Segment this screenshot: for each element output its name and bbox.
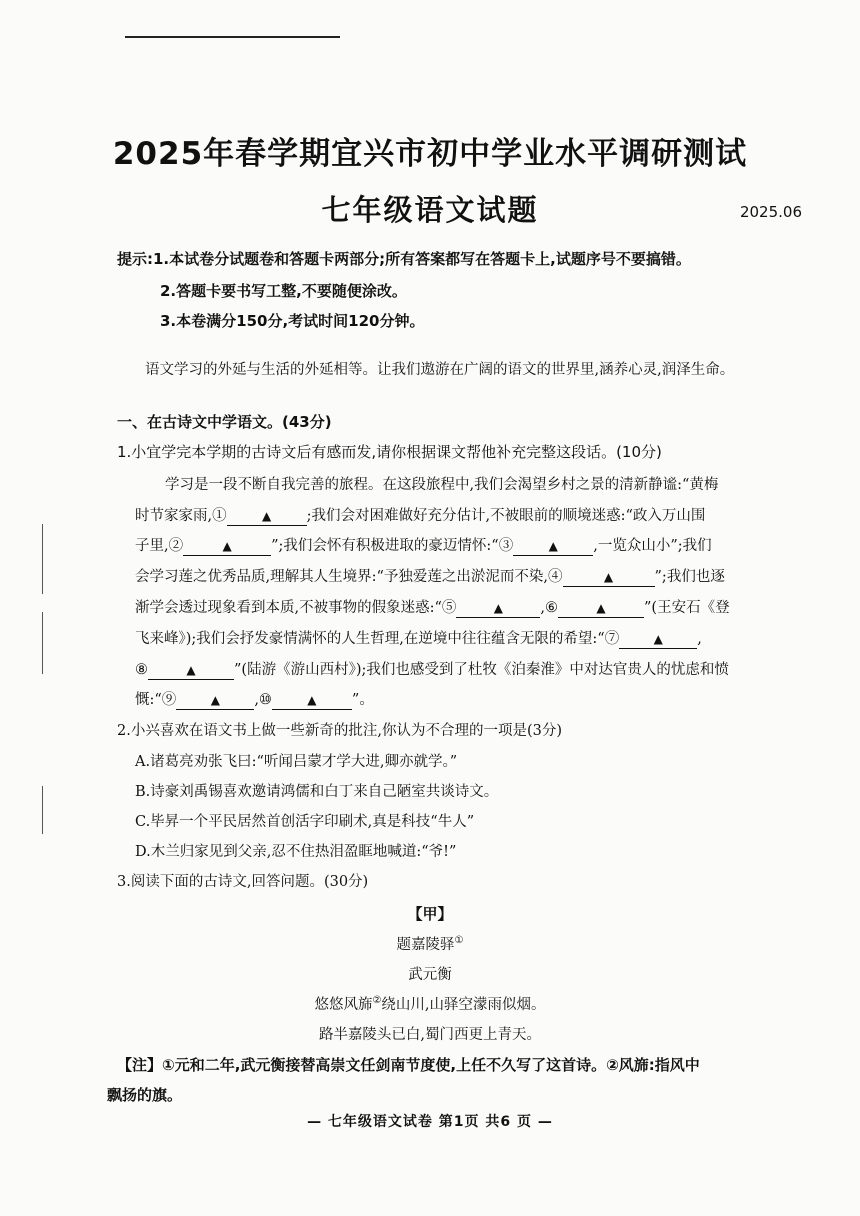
top-rule: [125, 36, 340, 38]
footnote-mark: ②: [372, 995, 382, 1007]
page-footer: — 七年级语文试卷 第1页 共6 页 —: [307, 1114, 553, 1130]
passage-text: 渐学会透过现象看到本质,不被事物的假象迷惑:“⑤: [135, 600, 457, 616]
margin-mark: [42, 524, 43, 594]
passage-text: ,⑥: [540, 600, 559, 616]
answer-blank: ▲: [558, 600, 644, 618]
page-subtitle: 七年级语文试题: [321, 193, 539, 227]
passage-text: 时节家家雨,①: [135, 508, 227, 524]
passage-text: ,: [697, 631, 702, 647]
option-item: C.毕昇一个平民居然首创活字印刷术,真是科技“牛人”: [135, 814, 475, 830]
page-title: 2025年春学期宜兴市初中学业水平调研测试: [112, 136, 748, 172]
tip-line: 2.答题卡要书写工整,不要随便涂改。: [160, 282, 407, 300]
answer-blank: ▲: [272, 692, 352, 710]
footnote-mark: ①: [454, 935, 464, 947]
answer-blank: ▲: [513, 538, 593, 556]
answer-blank: ▲: [227, 508, 307, 526]
margin-mark: [42, 786, 43, 834]
margin-mark: [42, 612, 43, 674]
section-title: 一、在古诗文中学语文。(43分): [117, 413, 332, 431]
answer-blank: ▲: [148, 662, 234, 680]
answer-blank: ▲: [563, 569, 655, 587]
poem-line: 路半嘉陵头已白,蜀门西更上青天。: [318, 1027, 542, 1043]
passage-text: ”(陆游《游山西村》);我们也感受到了杜牧《泊秦淮》中对达官贵人的忧虑和愤: [234, 662, 729, 678]
passage-line: [135, 534, 712, 556]
passage-text: 子里,②: [135, 538, 184, 554]
passage-line: [135, 688, 374, 710]
question-stem: 3.阅读下面的古诗文,回答问题。(30分): [117, 874, 369, 890]
exam-date: 2025.06: [739, 203, 802, 221]
note-line: 【注】①元和二年,武元衡接替高崇文任剑南节度使,上任不久写了这首诗。②风旆:指风中: [117, 1056, 700, 1074]
passage-line: [135, 596, 730, 618]
option-item: B.诗豪刘禹锡喜欢邀请鸿儒和白丁来自己陋室共谈诗文。: [135, 784, 499, 800]
poem-text: 悠悠风旆: [314, 997, 373, 1013]
poem-text: 绕山川,山驿空濛雨似烟。: [381, 997, 546, 1013]
option-item: D.木兰归家见到父亲,忍不住热泪盈眶地喊道:“爷!”: [135, 844, 457, 860]
answer-blank: ▲: [183, 538, 271, 556]
passage-line: [135, 627, 702, 649]
passage-text: ,⑩: [254, 692, 272, 708]
passage-line: [135, 565, 725, 587]
passage-text: ”(王安石《登: [644, 600, 730, 616]
intro-text: 语文学习的外延与生活的外延相等。让我们遨游在广阔的语文的世界里,涵养心灵,润泽生命。: [145, 362, 735, 378]
answer-blank: ▲: [456, 600, 540, 618]
passage-line: [135, 658, 729, 680]
passage-text: ”;我们也逐: [654, 569, 725, 585]
poem-author: 武元衡: [408, 967, 452, 983]
passage-text: ⑧: [135, 662, 148, 678]
question-stem: 1.小宜学完本学期的古诗文后有感而发,请你根据课文帮他补充完整这段话。(10分): [117, 443, 662, 461]
answer-blank: ▲: [619, 631, 697, 649]
passage-text: 慨:“⑨: [135, 692, 177, 708]
option-item: A.诸葛亮劝张飞曰:“听闻吕蒙才学大进,卿亦就学。”: [135, 754, 458, 770]
poem-title: [0, 933, 860, 954]
passage-text: ”;我们会怀有积极进取的豪迈情怀:“③: [271, 538, 514, 554]
poem-line: [0, 993, 860, 1014]
passage-line: 学习是一段不断自我完善的旅程。在这段旅程中,我们会渴望乡村之景的清新静谧:“黄梅: [165, 477, 719, 493]
passage-text: 会学习莲之优秀品质,理解其人生境界:“予独爱莲之出淤泥而不染,④: [135, 569, 563, 585]
tip-line: 提示:1.本试卷分试题卷和答题卡两部分;所有答案都写在答题卡上,试题序号不要搞错。: [117, 250, 691, 268]
part-label: 【甲】: [407, 905, 453, 923]
note-line: 飘扬的旗。: [107, 1086, 183, 1104]
passage-text: ”。: [351, 692, 374, 708]
passage-line: [135, 504, 705, 526]
poem-title-text: 题嘉陵驿: [396, 937, 455, 953]
passage-text: 飞来峰》);我们会抒发豪情满怀的人生哲理,在逆境中往往蕴含无限的希望:“⑦: [135, 631, 620, 647]
passage-text: ;我们会对困难做好充分估计,不被眼前的顺境迷惑:“政入万山围: [306, 508, 706, 524]
passage-text: ,一览众山小”;我们: [593, 538, 712, 554]
tip-line: 3.本卷满分150分,考试时间120分钟。: [160, 312, 425, 330]
answer-blank: ▲: [176, 692, 254, 710]
question-stem: 2.小兴喜欢在语文书上做一些新奇的批注,你认为不合理的一项是(3分): [117, 723, 562, 739]
